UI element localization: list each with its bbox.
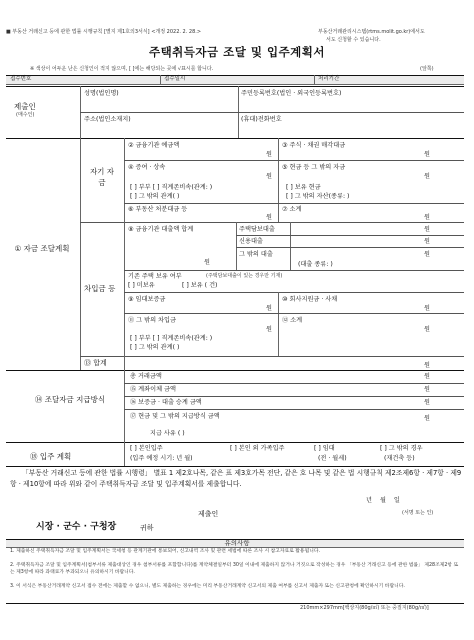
won-unit: 원 [424, 214, 430, 221]
won-unit: 원 [424, 151, 430, 158]
won-unit: 원 [266, 173, 272, 180]
not-owned-checkbox[interactable]: [ ] 미보유 [128, 282, 155, 289]
won-unit: 원 [424, 373, 430, 380]
bank-loan-total-field[interactable]: ⑧ 금융기관 대출액 합계 [128, 226, 194, 233]
won-unit: 원 [424, 415, 430, 422]
gift-relation-checkbox-1[interactable]: [ ] 부부 [ ] 직계존비속(관계: ) [130, 184, 213, 191]
site-note-2: 서도 신청할 수 있습니다. [326, 37, 381, 43]
signer-label: 제출인 [198, 510, 219, 518]
addressee-suffix: 귀하 [140, 524, 154, 532]
submitter-label: 제출인 [14, 102, 36, 111]
id-number-field[interactable]: 주민등록번호(법인 · 외국인등록번호) [241, 90, 342, 97]
transfer-amount-label: ⑮ 계좌이체 금액 [130, 386, 176, 393]
won-unit: 원 [266, 305, 272, 312]
receipt-date-label: 접수일시 [164, 76, 186, 82]
addressee: 시장 · 군수 · 구청장 [36, 522, 117, 532]
borrow-relation-checkbox-1[interactable]: [ ] 부부 [ ] 직계존비속(관계: ) [130, 335, 213, 342]
real-estate-sale-field[interactable]: ⑥ 부동산 처분대금 등 [128, 206, 188, 213]
page-indicator: (앞쪽) [420, 66, 434, 72]
borrowings-label: 차입금 등 [84, 284, 116, 293]
gift-relation-checkbox-2[interactable]: [ ] 그 밖의 관계( ) [130, 193, 180, 200]
own-funds-label: 자기 자금 [89, 167, 115, 188]
notice-item-3: 3. 이 서식은 부동산거래계약 신고서 접수 전에는 제출할 수 없으니, 별도 제출하는 경우에는 미리 부동산거래계약 신고서의 제출 여부를 신고서 제출자 또는 신고관청에 확인하시기 바랍니다. [10, 584, 405, 589]
deposit-loan-succession-label: ⑯ 보증금 · 대출 승계 금액 [130, 399, 202, 406]
address-field[interactable]: 주소(법인소재지) [84, 116, 131, 123]
company-support-field[interactable]: ⑩ 회사지원금 · 사채 [282, 296, 338, 303]
family-move-in-checkbox[interactable]: [ ] 본인 외 가족입주 [230, 445, 285, 452]
existing-house-question: 기존 주택 보유 여부 [128, 273, 182, 280]
borrow-subtotal-field[interactable]: ⑫ 소계 [282, 317, 303, 324]
submitter-label-sub: (매수인) [16, 112, 35, 118]
phone-field[interactable]: (휴대)전화번호 [241, 116, 282, 123]
notice-item-1: 1. 제출하신 주택취득자금 조달 및 입주계획서는 국세청 등 관계기관에 통보되어, 신고내역 조사 및 관련 세법에 따른 조사 시 참고자료로 활용됩니다. [10, 549, 320, 554]
date-line[interactable]: 년 월 일 [366, 497, 400, 504]
name-field[interactable]: 성명(법인명) [84, 90, 119, 97]
other-loan-label: 그 밖의 대출 [239, 251, 273, 258]
stock-sale-field[interactable]: ③ 주식 · 채권 매각대금 [282, 142, 346, 149]
notice-title: 유의사항 [224, 539, 250, 547]
cash-payment-label: ⑰ 현금 및 그 밖의 지급방식 금액 [130, 413, 220, 420]
paper-spec-footer: 210mm×297mm[백상지(80g/㎡) 또는 중질지(80g/㎡)] [300, 605, 429, 611]
legal-reference: ■ 부동산 거래신고 등에 관한 법률 시행규칙 [별지 제1호의3서식] <개정 2022. 2. 28.> [6, 29, 202, 35]
existing-house-note: (주택담보대출이 있는 경우만 기재) [206, 273, 283, 279]
won-unit: 원 [266, 151, 272, 158]
total-amount-label: 총 거래금액 [130, 373, 162, 380]
receipt-row [6, 75, 464, 85]
other-borrowing-field[interactable]: ⑪ 그 밖의 차입금 [128, 317, 176, 324]
sign-note[interactable]: (서명 또는 인) [402, 510, 434, 516]
payment-reason-field[interactable]: 지급 사유 ( ) [150, 430, 185, 437]
won-unit: 원 [424, 238, 430, 245]
move-in-label: ⑱ 입주 계획 [30, 452, 72, 461]
credit-loan-label: 신용대출 [239, 238, 263, 245]
form-title: 주택취득자금 조달 및 입주계획서 [148, 45, 326, 59]
won-unit: 원 [424, 326, 430, 333]
rental-checkbox[interactable]: [ ] 임대 [314, 445, 335, 452]
gift-inheritance-field[interactable]: ④ 증여 · 상속 [128, 164, 166, 171]
instruction-text: ※ 색상이 어두운 난은 신청인이 적지 않으며, [ ]에는 해당되는 곳에 √표시를 합니다. [30, 66, 214, 72]
won-unit: 원 [424, 226, 430, 233]
rental-type-label: (전 · 월세) [318, 455, 347, 462]
receipt-number-label: 접수번호 [10, 76, 32, 82]
self-move-in-checkbox[interactable]: [ ] 본인입주 [130, 445, 163, 452]
won-unit: 원 [424, 399, 430, 406]
declaration-text: 「부동산 거래신고 등에 관한 법률 시행령」 별표 1 제2호나목, 같은 표 제3호가목 전단, 같은 호 나목 및 같은 법 시행규칙 제2조제6항 · 제7항 · 제9항 · 제10항에 따라 위와 같이 주택취득자금 조달 및 입주계획서를 제출합니다. [10, 469, 462, 488]
other-case-label: (재건축 등) [384, 455, 415, 462]
won-unit: 원 [424, 386, 430, 393]
won-unit: 원 [266, 326, 272, 333]
total-label: ⑬ 합계 [84, 359, 107, 367]
won-unit: 원 [424, 251, 430, 258]
mortgage-loan-label: 주택담보대출 [239, 226, 275, 233]
notice-item-2: 2. 주택취득자금 조달 및 입주계획서(첨부서류 제출대상인 경우 첨부서류를 포함합니다)를 계약체결일부터 30일 이내에 제출하지 않거나 거짓으로 작성하는 경우 「부동산 거래신고 등에 관한 법률」 제28조제2항 또는 제3항에 따라 과태료가 부과되오니 유의하시기 바랍니다. [10, 563, 459, 575]
won-unit: 원 [204, 259, 210, 266]
loan-type-field[interactable]: (대출 종류: ) [298, 261, 333, 268]
cash-checkbox-2[interactable]: [ ] 그 밖의 자산(종류: ) [286, 193, 350, 200]
deposit-field[interactable]: ② 금융기관 예금액 [128, 142, 180, 149]
won-unit: 원 [424, 305, 430, 312]
rental-deposit-field[interactable]: ⑨ 임대보증금 [128, 296, 166, 303]
won-unit: 원 [424, 362, 430, 369]
won-unit: 원 [424, 173, 430, 180]
move-in-date-field[interactable]: (입주 예정 시기: 년 월) [130, 455, 193, 462]
fund-plan-label: ① 자금 조달계획 [14, 244, 70, 253]
won-unit: 원 [266, 214, 272, 221]
cash-other-field[interactable]: ⑤ 현금 등 그 밖의 자금 [282, 164, 346, 171]
cash-checkbox-1[interactable]: [ ] 보유 현금 [286, 184, 321, 191]
own-subtotal-field[interactable]: ⑦ 소계 [282, 206, 302, 213]
site-note-1: 부동산거래관리시스템(rtms.molit.go.kr)에서도 [318, 29, 425, 35]
other-case-checkbox[interactable]: [ ] 그 밖의 경우 [380, 445, 423, 452]
processing-period-label: 처리기간 [318, 76, 340, 82]
borrow-relation-checkbox-2[interactable]: [ ] 그 밖의 관계( ) [130, 344, 180, 351]
payment-method-label: ⑭ 조달자금 지급방식 [34, 395, 106, 404]
owned-checkbox[interactable]: [ ] 보유 ( 건) [182, 282, 218, 289]
